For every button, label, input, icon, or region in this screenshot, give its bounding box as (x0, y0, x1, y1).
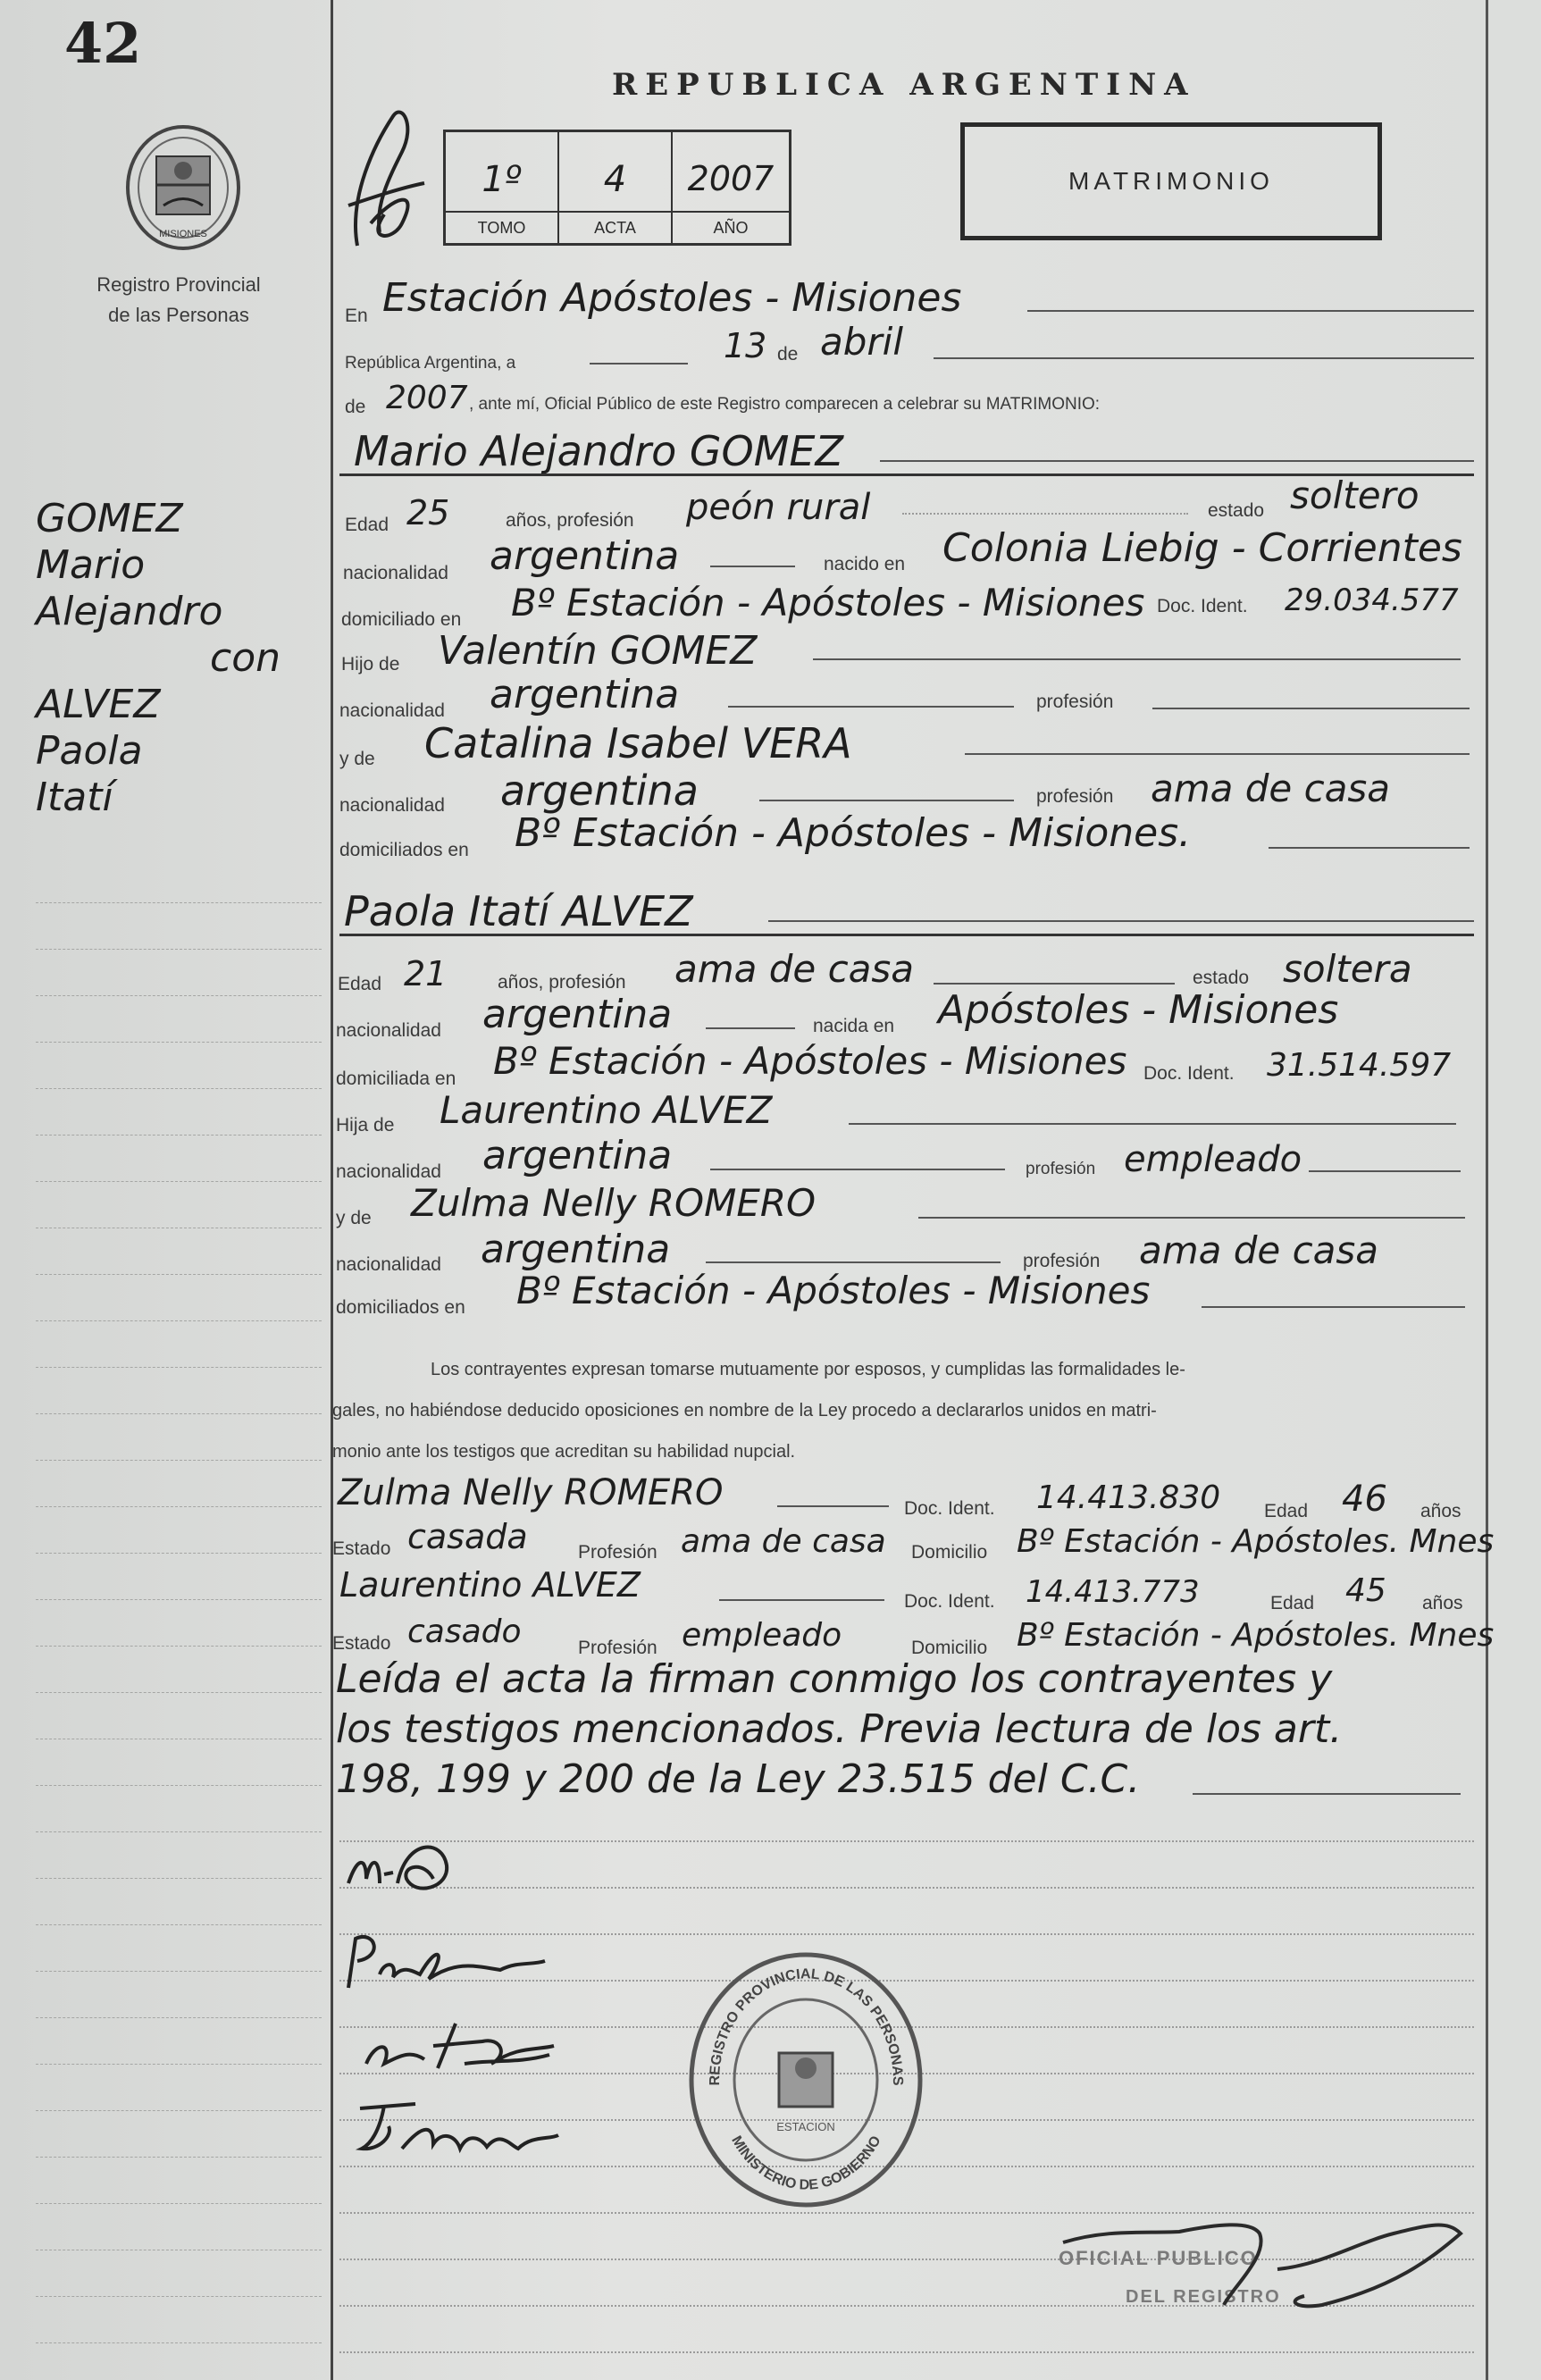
bride-nationality: argentina (482, 992, 673, 1037)
margin-rule-line (36, 1506, 322, 1507)
bride-father-nationality: argentina (482, 1133, 673, 1178)
groom-yde-label: y de (339, 749, 375, 769)
margin-rule-line (36, 1646, 322, 1647)
bride-profession: ama de casa (674, 947, 915, 991)
witness1-profession: ama de casa (681, 1523, 886, 1560)
witness1-doc-label: Doc. Ident. (904, 1498, 995, 1519)
document-type-box: MATRIMONIO (960, 122, 1382, 240)
bride-father-prof-label: profesión (1026, 1160, 1096, 1178)
signature-groom-icon (344, 1830, 460, 1901)
ano-label: AÑO (673, 211, 789, 243)
acta-cell (559, 132, 673, 243)
signature-rule-line (339, 2351, 1474, 2353)
bride-yde-label: y de (336, 1208, 372, 1228)
closing-line: 198, 199 y 200 de la Ley 23.515 del C.C. (336, 1756, 1141, 1802)
margin-rule-line (36, 1785, 322, 1786)
groom-domiciliado-label: domiciliado en (341, 609, 462, 630)
bride-anos-profesion-label: años, profesión (498, 972, 626, 993)
margin-rule-line (36, 1274, 322, 1275)
margin-note-line: Itatí (36, 775, 113, 820)
signature-witness1-icon (357, 2015, 563, 2086)
margin-note-line: GOMEZ (36, 496, 183, 541)
groom-mother-profession: ama de casa (1151, 767, 1391, 810)
witness1-status: casada (407, 1517, 528, 1556)
margin-rule-line (36, 1878, 322, 1879)
bride-nacida-label: nacida en (813, 1016, 895, 1036)
margin-rule-line (36, 1413, 322, 1414)
declaration (332, 1349, 1476, 1472)
witness1-name: Zulma Nelly ROMERO (338, 1472, 724, 1513)
margin-rule-line (36, 1831, 322, 1832)
witness1-anos-label: años (1420, 1501, 1461, 1521)
intro-day: 13 (724, 326, 767, 365)
witness1-address: Bº Estación - Apóstoles. Mnes (1017, 1523, 1495, 1560)
margin-rule-line (36, 2203, 322, 2204)
witness2-profession: empleado (682, 1617, 842, 1654)
bride-name: Paola Itatí ALVEZ (344, 887, 693, 935)
bride-mother-profession: ama de casa (1139, 1228, 1379, 1272)
republica-label: República Argentina, a (345, 354, 516, 373)
witness2-status: casado (407, 1613, 522, 1650)
bride-estado-label: estado (1193, 968, 1250, 988)
margin-note (36, 496, 281, 821)
margin-rule-line (36, 2017, 322, 2018)
margin-rule-line (36, 902, 322, 903)
officer-stamp-line2: DEL REGISTRO (1126, 2287, 1281, 2307)
ano-cell (673, 132, 789, 243)
bride-age: 21 (404, 954, 448, 993)
stamp-outer-text: REGISTRO PROVINCIAL DE LAS PERSONAS (707, 1966, 906, 2086)
closing-text (336, 1655, 1342, 1805)
page-number: 42 (64, 11, 142, 76)
witness2-edad-label: Edad (1270, 1593, 1315, 1613)
margin-note-line: Paola (36, 728, 143, 774)
right-edge-line (1486, 0, 1488, 2380)
signature-witness2-icon (353, 2095, 567, 2166)
margin-rule-line (36, 2296, 322, 2297)
margin-rule-line (36, 1971, 322, 1972)
margin-rule-line (36, 1692, 322, 1693)
margin-column (0, 0, 333, 2380)
registry-seal-icon (121, 121, 246, 255)
registry-name (54, 270, 304, 331)
groom-anos-profesion-label: años, profesión (506, 510, 634, 531)
witness2-doc: 14.413.773 (1026, 1574, 1200, 1610)
bride-parents-dom-label: domiciliados en (336, 1297, 465, 1318)
margin-rule-line (36, 1042, 322, 1043)
margin-rule-line (36, 1599, 322, 1600)
margin-rule-line (36, 1367, 322, 1368)
margin-rule-line (36, 2157, 322, 2158)
stamp-center-text: ESTACION (776, 2120, 835, 2133)
groom-mother: Catalina Isabel VERA (424, 719, 852, 767)
groom-father: Valentín GOMEZ (438, 628, 758, 674)
declaration-line: monio ante los testigos que acreditan su habilidad nupcial. (332, 1442, 796, 1462)
groom-birthplace: Colonia Liebig - Corrientes (942, 525, 1462, 571)
margin-rule-line (36, 949, 322, 950)
bride-father: Laurentino ALVEZ (440, 1088, 773, 1132)
intro-year: 2007 (386, 380, 468, 416)
bride-status: soltera (1283, 947, 1412, 991)
witness1-age: 46 (1342, 1479, 1387, 1520)
groom-address: Bº Estación - Apóstoles - Misiones (511, 581, 1145, 624)
witness2-estado-label: Estado (332, 1633, 391, 1654)
groom-doc-label: Doc. Ident. (1157, 596, 1248, 616)
witness2-doc-label: Doc. Ident. (904, 1591, 995, 1612)
margin-note-line: con (210, 635, 281, 681)
bride-doc-label: Doc. Ident. (1143, 1063, 1235, 1084)
svg-text:MINISTERIO DE GOBIERNO (728, 2133, 884, 2193)
registry-line2: de las Personas (108, 304, 249, 326)
margin-rule-line (36, 1553, 322, 1554)
groom-mother-nac-label: nacionalidad (339, 795, 445, 816)
groom-father-nationality: argentina (490, 672, 680, 717)
witness2-domicilio-label: Domicilio (911, 1638, 988, 1658)
acta-label: ACTA (559, 211, 671, 243)
witness1-domicilio-label: Domicilio (911, 1542, 988, 1563)
groom-age: 25 (406, 493, 450, 532)
margin-rule-line (36, 1088, 322, 1089)
margin-rule-line (36, 1924, 322, 1925)
bride-nacionalidad-label: nacionalidad (336, 1020, 441, 1041)
bride-mother-nationality: argentina (481, 1227, 671, 1272)
groom-mother-nationality: argentina (500, 767, 699, 815)
de-label-2: de (345, 397, 366, 417)
margin-rule-line (36, 1181, 322, 1182)
groom-status: soltero (1290, 473, 1420, 517)
groom-estado-label: estado (1208, 500, 1265, 521)
intro-month: abril (820, 320, 904, 364)
margin-rule-line (36, 1320, 322, 1321)
bride-edad-label: Edad (338, 974, 382, 994)
bride-domiciliada-label: domiciliada en (336, 1068, 456, 1089)
tomo-cell (446, 132, 559, 243)
groom-edad-label: Edad (345, 515, 389, 535)
groom-hijo-label: Hijo de (341, 654, 400, 675)
tomo-value: 1º (482, 159, 522, 200)
groom-profession: peón rural (686, 487, 871, 528)
stamp-bottom-text: MINISTERIO DE GOBIERNO (728, 2133, 884, 2193)
margin-rule-line (36, 2342, 322, 2343)
initials-signature-icon (339, 89, 438, 259)
bride-father-nac-label: nacionalidad (336, 1161, 441, 1182)
groom-parents-dom-label: domiciliados en (339, 840, 469, 860)
margin-rule-line (36, 2110, 322, 2111)
groom-nationality: argentina (490, 533, 680, 579)
acta-value: 4 (603, 159, 627, 200)
bride-parents-address: Bº Estación - Apóstoles - Misiones (516, 1269, 1151, 1312)
bride-doc: 31.514.597 (1267, 1047, 1452, 1084)
closing-line: los testigos mencionados. Previa lectura de los art. (336, 1706, 1343, 1752)
bride-mother-prof-label: profesión (1023, 1251, 1101, 1271)
margin-rule-line (36, 1460, 322, 1461)
witness2-name: Laurentino ALVEZ (339, 1565, 641, 1605)
groom-doc: 29.034.577 (1285, 582, 1459, 618)
witness1-profesion-label: Profesión (578, 1542, 657, 1563)
groom-father-prof-label: profesión (1036, 691, 1114, 712)
groom-father-nac-label: nacionalidad (339, 700, 445, 721)
bride-birthplace: Apóstoles - Misiones (938, 987, 1339, 1033)
country-title: REPUBLICA ARGENTINA (612, 67, 1196, 103)
ano-value: 2007 (687, 159, 775, 198)
groom-parents-address: Bº Estación - Apóstoles - Misiones. (515, 810, 1192, 856)
margin-rule-line (36, 1135, 322, 1136)
signature-bride-icon (339, 1925, 554, 1997)
registry-line1: Registro Provincial (96, 273, 261, 296)
signature-rule-line (339, 1887, 1474, 1889)
seal-text: MISIONES (159, 229, 207, 239)
de-label: de (777, 344, 799, 365)
witness2-profesion-label: Profesión (578, 1638, 657, 1658)
witness2-age: 45 (1345, 1572, 1386, 1609)
bride-hija-label: Hija de (336, 1115, 395, 1136)
witness2-address: Bº Estación - Apóstoles. Mnes (1017, 1617, 1495, 1654)
en-label: En (345, 306, 368, 326)
officer-stamp-line1: OFICIAL PUBLICO (1059, 2247, 1258, 2269)
closing-line: Leída el acta la firman conmigo los contrayentes y (336, 1656, 1333, 1702)
margin-rule-line (36, 2064, 322, 2065)
groom-nacionalidad-label: nacionalidad (343, 563, 448, 583)
witness1-doc: 14.413.830 (1036, 1479, 1221, 1516)
signature-rule-line (339, 1840, 1474, 1842)
groom-name: Mario Alejandro GOMEZ (354, 427, 844, 475)
witness1-estado-label: Estado (332, 1538, 391, 1559)
tomo-label: TOMO (446, 211, 557, 243)
declaration-line: Los contrayentes expresan tomarse mutuamente por esposos, y cumplidas las formalidades le- (431, 1360, 1185, 1379)
groom-mother-prof-label: profesión (1036, 786, 1114, 807)
bride-address: Bº Estación - Apóstoles - Misiones (493, 1039, 1127, 1083)
intro-place: Estación Apóstoles - Misiones (382, 275, 962, 321)
margin-note-line: Mario (36, 542, 146, 588)
margin-note-line: Alejandro (36, 589, 223, 634)
witness1-edad-label: Edad (1264, 1501, 1309, 1521)
margin-note-line: ALVEZ (36, 682, 161, 727)
intro-ante-text: , ante mí, Oficial Público de este Registro comparecen a celebrar su MATRIMONIO: (469, 395, 1101, 414)
margin-rule-line (36, 995, 322, 996)
bride-mother-nac-label: nacionalidad (336, 1254, 441, 1275)
bride-mother: Zulma Nelly ROMERO (411, 1181, 817, 1225)
record-box (443, 130, 791, 246)
bride-father-profession: empleado (1124, 1139, 1302, 1180)
official-stamp-icon (683, 1948, 929, 2211)
witness2-anos-label: años (1422, 1593, 1463, 1613)
officer-signature-icon (1054, 2207, 1465, 2332)
groom-nacido-label: nacido en (824, 554, 906, 574)
declaration-line: gales, no habiéndose deducido oposiciones en nombre de la Ley procedo a declararlos unidos en matri- (332, 1401, 1157, 1420)
